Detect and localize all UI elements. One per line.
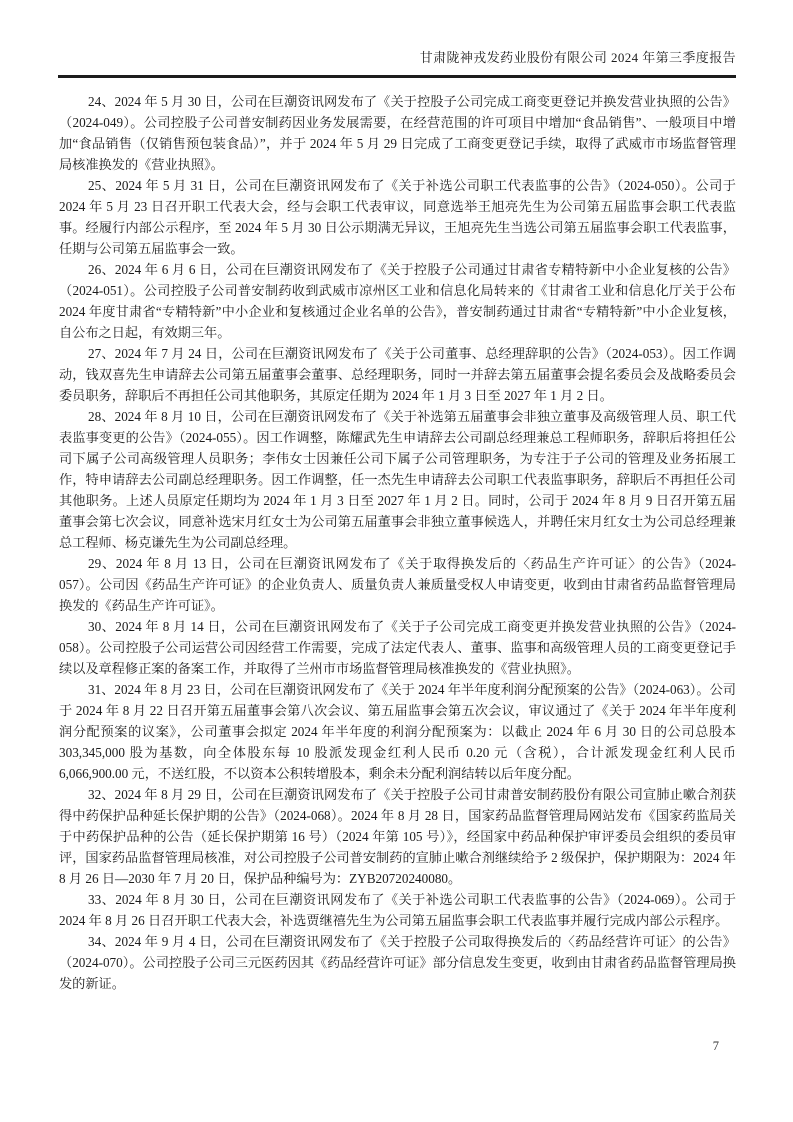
header-divider-line — [58, 75, 736, 78]
announcement-paragraph-26: 26、2024 年 6 月 6 日，公司在巨潮资讯网发布了《关于控股子公司通过甘肃省专精特新中小企业复核的公告》（2024-051）。公司控股子公司普安制药收到武威市凉州区工业和信息化局转来的《甘肃省工业和信息化厅关于公布 2024 年度甘肃省“专精特新”中小企业和复核通过企业名单的公告》，普安制药通过甘肃省“专精特新”中小企业复核，自公布之日起，有效期三年。 — [59, 262, 736, 340]
page-header — [58, 49, 736, 78]
announcement-paragraph-29: 29、2024 年 8 月 13 日，公司在巨潮资讯网发布了《关于取得换发后的〈药品生产许可证〉的公告》（2024-057）。公司因《药品生产许可证》的企业负责人、质量负责人兼质量受权人申请变更，收到由甘肃省药品监督管理局换发的《药品生产许可证》。 — [59, 556, 736, 613]
announcement-paragraph-25: 25、2024 年 5 月 31 日，公司在巨潮资讯网发布了《关于补选公司职工代表监事的公告》（2024-050）。公司于 2024 年 5 月 23 日召开职工代表大会，经与会职工代表审议，同意选举王旭亮先生为公司第五届监事会职工代表监事。经履行内部公示程序，至 2024 年 5 月 30 日公示期满无异议，王旭亮先生当选公司第五届监事会职工代表监事，任期与公司第五届监事会一致。 — [59, 178, 736, 256]
announcement-paragraph-30: 30、2024 年 8 月 14 日，公司在巨潮资讯网发布了《关于子公司完成工商变更并换发营业执照的公告》（2024-058）。公司控股子公司运营公司因经营工作需要，完成了法定代表人、董事、监事和高级管理人员的工商变更登记手续以及章程修正案的备案工作，并取得了兰州市市场监督管理局核准换发的《营业执照》。 — [59, 619, 736, 676]
announcement-paragraph-32: 32、2024 年 8 月 29 日，公司在巨潮资讯网发布了《关于控股子公司甘肃普安制药股份有限公司宣肺止嗽合剂获得中药保护品种延长保护期的公告》（2024-068）。2024 年 8 月 28 日，国家药品监督管理局网站发布《国家药监局关于中药保护品种的公告（延长保护期第 16 号）（2024 年第 105 号）》，经国家中药品种保护审评委员会组织的委员审评，国家药品监督管理局核准，对公司控股子公司普安制药的宣肺止嗽合剂继续给予 2 级保护，保护期限为：2024 年 8 月 26 日—2030 年 7 月 20 日，保护品种编号为：ZYB20720240080。 — [59, 787, 736, 886]
announcement-paragraph-24: 24、2024 年 5 月 30 日，公司在巨潮资讯网发布了《关于控股子公司完成工商变更登记并换发营业执照的公告》（2024-049）。公司控股子公司普安制药因业务发展需要，在经营范围的许可项目中增加“食品销售”、一般项目中增加“食品销售（仅销售预包装食品）”，并于 2024 年 5 月 29 日完成了工商变更登记手续，取得了武威市市场监督管理局核准换发的《营业执照》。 — [59, 94, 736, 172]
announcement-paragraph-28: 28、2024 年 8 月 10 日，公司在巨潮资讯网发布了《关于补选第五届董事会非独立董事及高级管理人员、职工代表监事变更的公告》（2024-055）。因工作调整，陈耀武先生申请辞去公司副总经理兼总工程师职务，辞职后将担任公司下属子公司高级管理人员职务；李伟女士因兼任公司下属子公司管理职务，为专注于子公司的管理及业务拓展工作，特申请辞去公司副总经理职务。因工作调整，任一杰先生申请辞去公司职工代表监事职务，辞职后不再担任公司其他职务。上述人员原定任期均为 2024 年 1 月 3 日至 2027 年 1 月 2 日。同时，公司于 2024 年 8 月 9 日召开第五届董事会第七次会议，同意补选宋月红女士为公司第五届董事会非独立董事候选人，并聘任宋月红女士为公司总经理兼总工程师、杨克谦先生为公司副总经理。 — [59, 409, 736, 550]
announcement-paragraph-34: 34、2024 年 9 月 4 日，公司在巨潮资讯网发布了《关于控股子公司取得换发后的〈药品经营许可证〉的公告》（2024-070）。公司控股子公司三元医药因其《药品经营许可证》部分信息发生变更，收到由甘肃省药品监督管理局换发的新证。 — [59, 934, 736, 991]
page-footer — [58, 1038, 719, 1054]
announcement-paragraph-27: 27、2024 年 7 月 24 日，公司在巨潮资讯网发布了《关于公司董事、总经理辞职的公告》（2024-053）。因工作调动，钱双喜先生申请辞去公司第五届董事会董事、总经理职务，同时一并辞去第五届董事会提名委员会及战略委员会委员职务，辞职后不再担任公司其他职务，其原定任期为 2024 年 1 月 3 日至 2027 年 1 月 2 日。 — [59, 346, 736, 403]
page-number: 7 — [712, 1039, 719, 1053]
announcement-paragraph-31: 31、2024 年 8 月 23 日，公司在巨潮资讯网发布了《关于 2024 年半年度利润分配预案的公告》（2024-063）。公司于 2024 年 8 月 22 日召开第五届董事会第八次会议、第五届监事会第五次会议，审议通过了《关于 2024 年半年度利润分配预案的议案》，公司董事会拟定 2024 年半年度的利润分配预案为：以截止 2024 年 6 月 30 日的公司总股本 303,345,000 股为基数，向全体股东每 10 股派发现金红利人民币 0.20 元（含税），合计派发现金红利人民币 6,066,900.00 元，不送红股，不以资本公积转增股本，剩余未分配利润结转以后年度分配。 — [59, 682, 736, 781]
announcements-section — [59, 91, 736, 994]
announcement-paragraph-33: 33、2024 年 8 月 30 日，公司在巨潮资讯网发布了《关于补选公司职工代表监事的公告》（2024-069）。公司于 2024 年 8 月 26 日召开职工代表大会，补选贾继禧先生为公司第五届监事会职工代表监事并履行完成内部公示程序。 — [59, 892, 736, 928]
report-header-title: 甘肃陇神戎发药业股份有限公司 2024 年第三季度报告 — [419, 50, 736, 65]
